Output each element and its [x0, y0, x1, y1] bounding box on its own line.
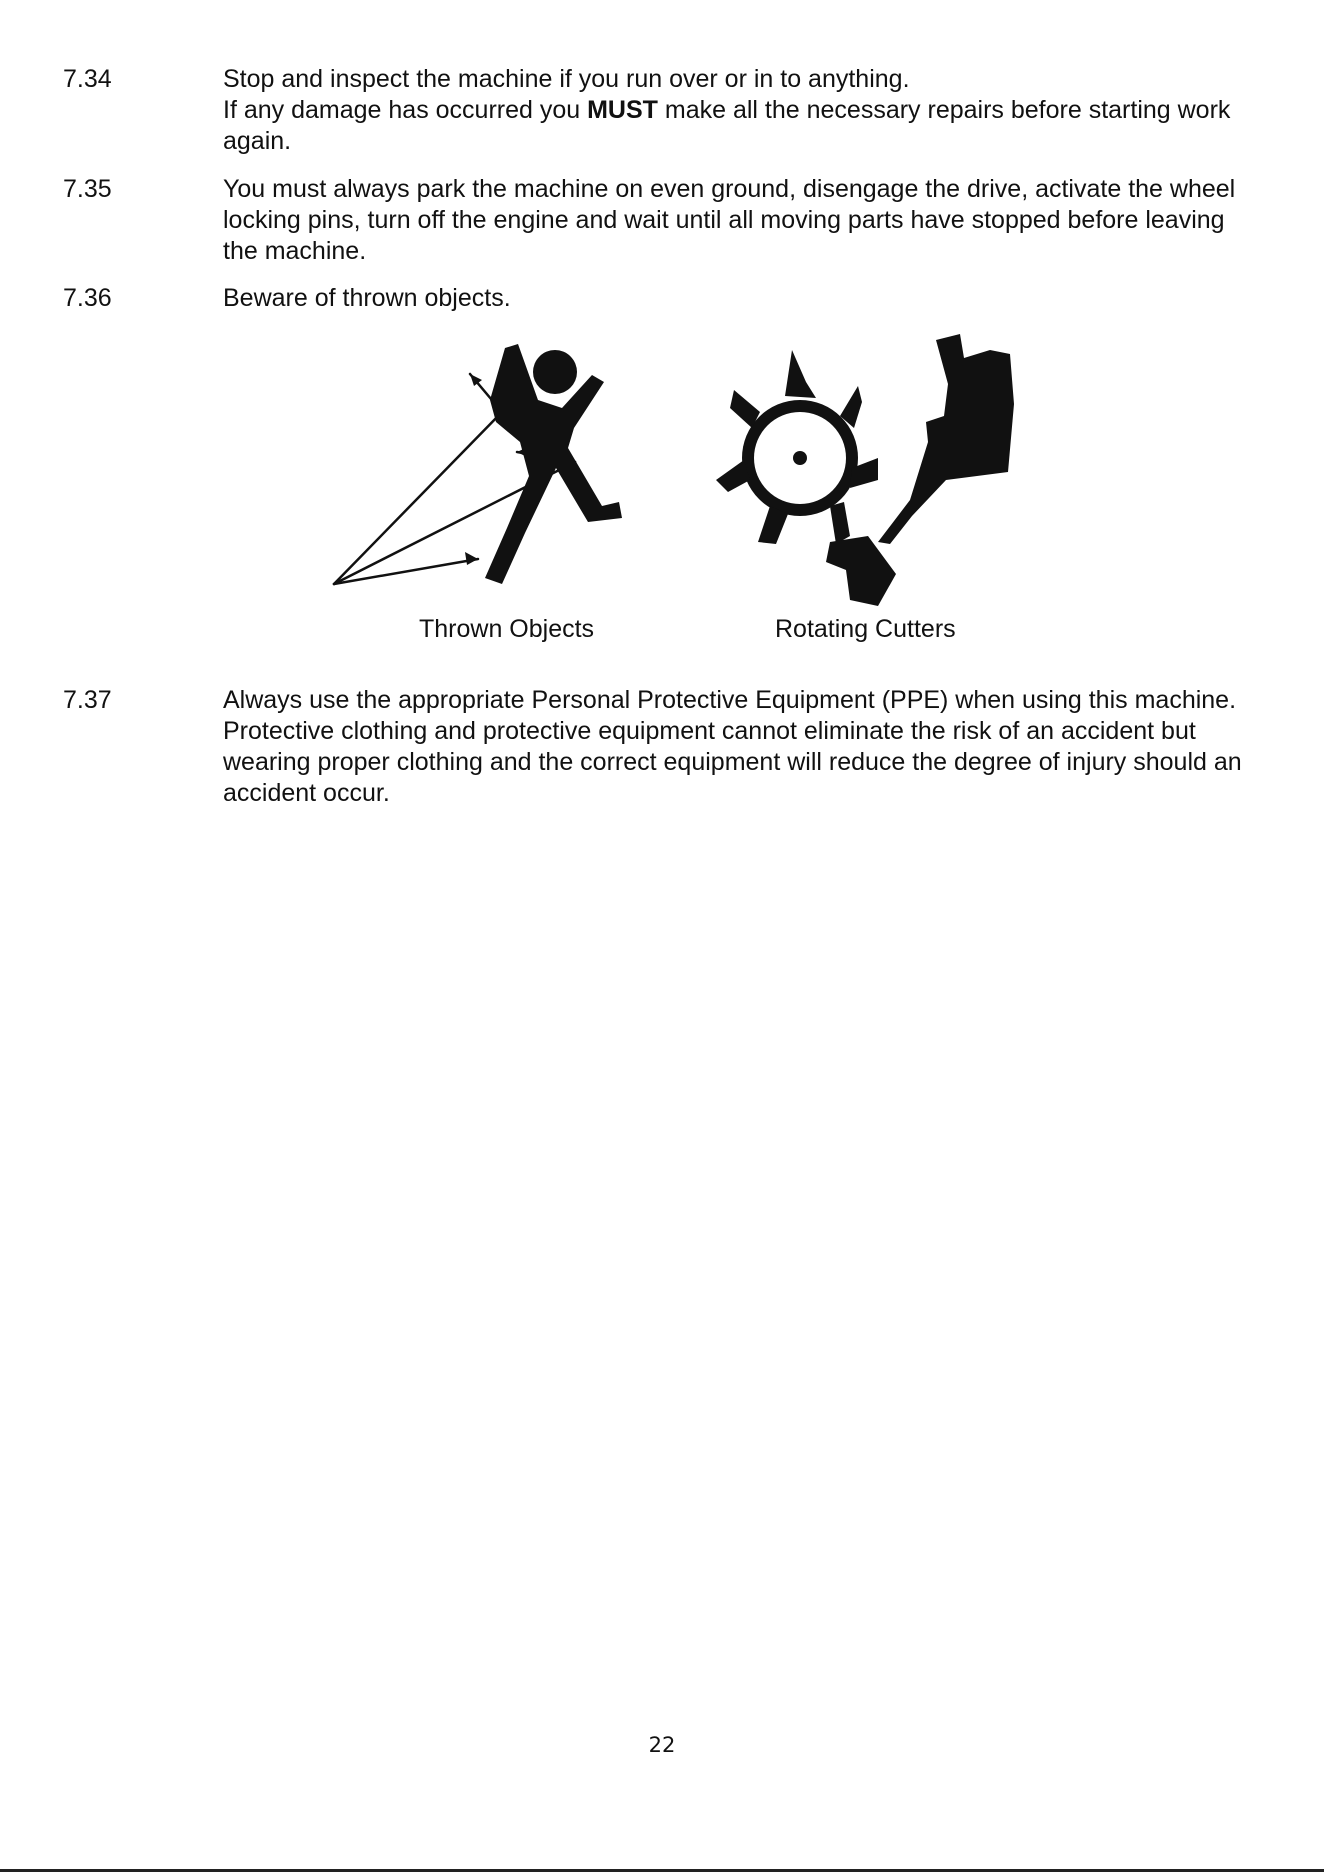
caption-rotating-cutters: Rotating Cutters	[775, 615, 956, 643]
section-7-35-text: You must always park the machine on even ground, disengage the drive, activate the wheel locking pins, turn off the engine and wait until all moving parts have stopped before leaving the machine.	[223, 175, 1236, 265]
section-7-34-line-1: Stop and inspect the machine if you run over or in to anything.	[223, 65, 910, 93]
thrown-objects-icon	[330, 330, 1020, 615]
rotating-cutters-icon	[716, 334, 1014, 606]
section-7-34-line-2-end: make all the necessary repairs before starting work again.	[223, 96, 1231, 155]
section-7-34-line-2	[223, 95, 1253, 157]
section-7-37-paragraph-1: Always use the appropriate Personal Protective Equipment (PPE) when using this machine.	[223, 686, 1237, 714]
warning-pictograms	[330, 330, 1020, 643]
section-7-37-paragraph-2: Protective clothing and protective equipment cannot eliminate the risk of an accident but wearing proper clothing and the correct equipment will reduce the degree of injury should an accident occur.	[223, 717, 1242, 807]
section-number-7-36: 7.36	[63, 284, 112, 312]
page-number: 22	[648, 1733, 676, 1757]
section-7-36-text: Beware of thrown objects.	[223, 284, 511, 312]
must-emphasis: MUST	[587, 96, 658, 124]
section-7-37-text	[223, 685, 1253, 809]
section-7-34-text	[223, 64, 1253, 157]
caption-thrown-objects: Thrown Objects	[419, 615, 595, 643]
section-number-7-34: 7.34	[63, 65, 112, 93]
section-number-7-37: 7.37	[63, 686, 112, 714]
section-number-7-35: 7.35	[63, 175, 112, 203]
section-7-34-line-2-start: If any damage has occurred you	[223, 96, 588, 124]
